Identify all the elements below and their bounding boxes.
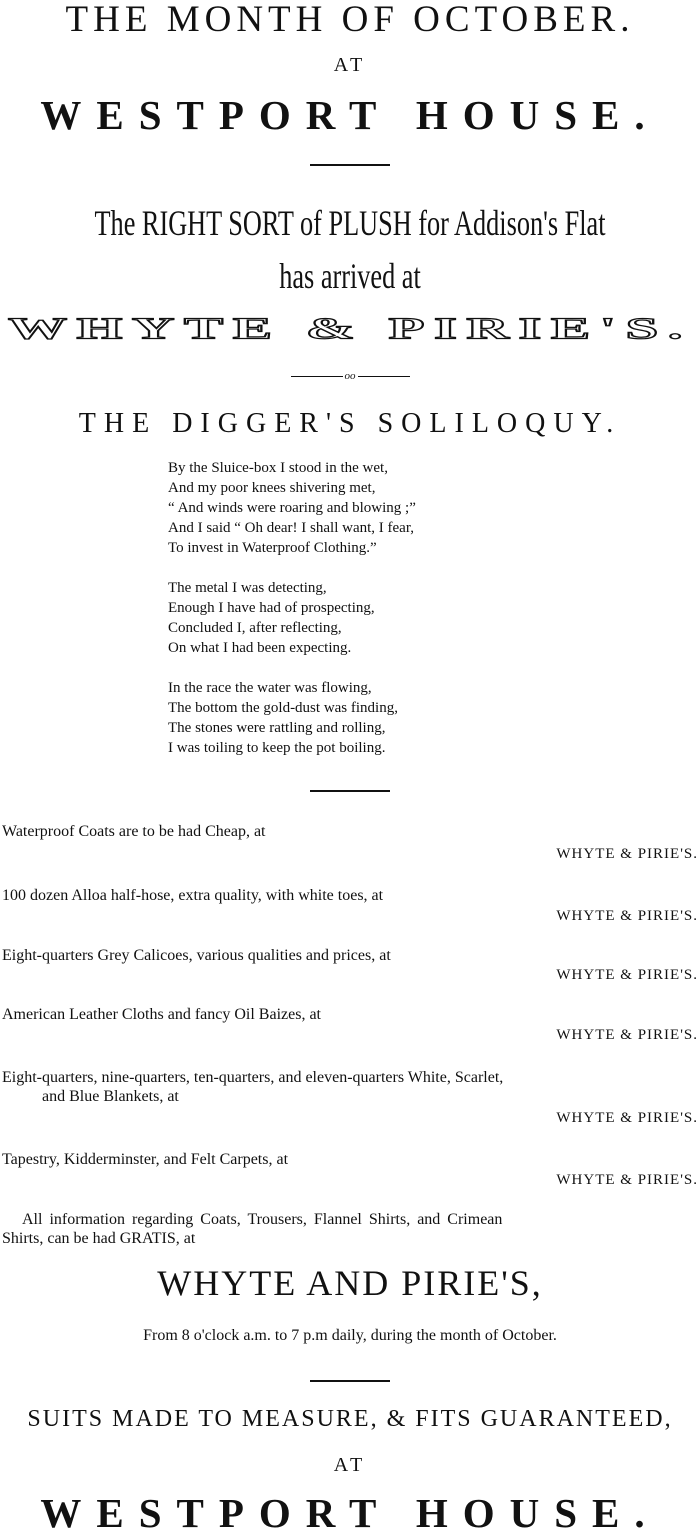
divider: [310, 1380, 390, 1382]
heading-westport-house: WESTPORT HOUSE.: [40, 92, 660, 138]
poem-line: The metal I was detecting,: [168, 580, 327, 596]
suits-line: SUITS MADE TO MEASURE, & FITS GUARANTEED,: [27, 1406, 673, 1432]
poem-line: I was toiling to keep the pot boiling.: [168, 740, 386, 756]
poem-stanza-1: [168, 458, 416, 558]
poem-line: On what I had been expecting.: [168, 640, 352, 656]
divider: [310, 790, 390, 792]
heading-at: AT: [333, 54, 367, 76]
plush-headline: The RIGHT SORT of PLUSH for Addison's Flat: [94, 203, 606, 243]
info-line: Shirts, can be had GRATIS, at: [2, 1230, 196, 1247]
ad-shop: WHYTE & PIRIE'S.: [556, 1110, 698, 1126]
poem-line: The bottom the gold-dust was finding,: [168, 700, 398, 716]
ad-shop: WHYTE & PIRIE'S.: [556, 846, 698, 862]
info-line: All information regarding Coats, Trousers, Flannel Shirts, and Crimean: [22, 1211, 503, 1228]
poem-line: By the Sluice-box I stood in the wet,: [168, 460, 388, 476]
brand-outline: WHYTE & PIRIE'S.: [8, 310, 692, 346]
poem-title: THE DIGGER'S SOLILOQUY.: [78, 408, 622, 439]
footer-westport-house: WESTPORT HOUSE.: [40, 1490, 660, 1536]
poem-line: The stones were rattling and rolling,: [168, 720, 386, 736]
ad-text: Waterproof Coats are to be had Cheap, at: [2, 823, 266, 840]
poem-line: Enough I have had of prospecting,: [168, 600, 375, 616]
poem-line: And I said “ Oh dear! I shall want, I fear,: [168, 520, 414, 536]
poem-line: “ And winds were roaring and blowing ;”: [168, 500, 416, 516]
ad-text: 100 dozen Alloa half-hose, extra quality, with white toes, at: [2, 887, 384, 904]
poem-stanza-2: [168, 578, 375, 658]
ad-shop: WHYTE & PIRIE'S.: [556, 1172, 698, 1188]
poem-line: In the race the water was flowing,: [168, 680, 372, 696]
big-shop-name: WHYTE AND PIRIE'S,: [157, 1263, 543, 1303]
ad-shop: WHYTE & PIRIE'S.: [556, 908, 698, 924]
ornament-separator: oo: [0, 370, 700, 382]
poem-stanza-3: [168, 678, 398, 758]
divider: [310, 164, 390, 166]
ad-shop: WHYTE & PIRIE'S.: [556, 1027, 698, 1043]
opening-hours: From 8 o'clock a.m. to 7 p.m daily, during the month of October.: [143, 1327, 557, 1344]
poem-line: And my poor knees shivering met,: [168, 480, 376, 496]
footer-at: AT: [333, 1454, 367, 1476]
heading-month: THE MONTH OF OCTOBER.: [65, 0, 635, 40]
plush-subline: has arrived at: [279, 256, 421, 296]
poem-line: To invest in Waterproof Clothing.”: [168, 540, 377, 556]
ad-shop: WHYTE & PIRIE'S.: [556, 967, 698, 983]
ad-text: Tapestry, Kidderminster, and Felt Carpets, at: [2, 1151, 289, 1168]
ad-text: Eight-quarters Grey Calicoes, various qualities and prices, at: [2, 947, 391, 964]
ad-text: American Leather Cloths and fancy Oil Baizes, at: [2, 1006, 321, 1023]
poem-line: Concluded I, after reflecting,: [168, 620, 342, 636]
ad-text-cont: and Blue Blankets, at: [42, 1088, 179, 1105]
ad-text: Eight-quarters, nine-quarters, ten-quarters, and eleven-quarters White, Scarlet,: [2, 1069, 504, 1086]
